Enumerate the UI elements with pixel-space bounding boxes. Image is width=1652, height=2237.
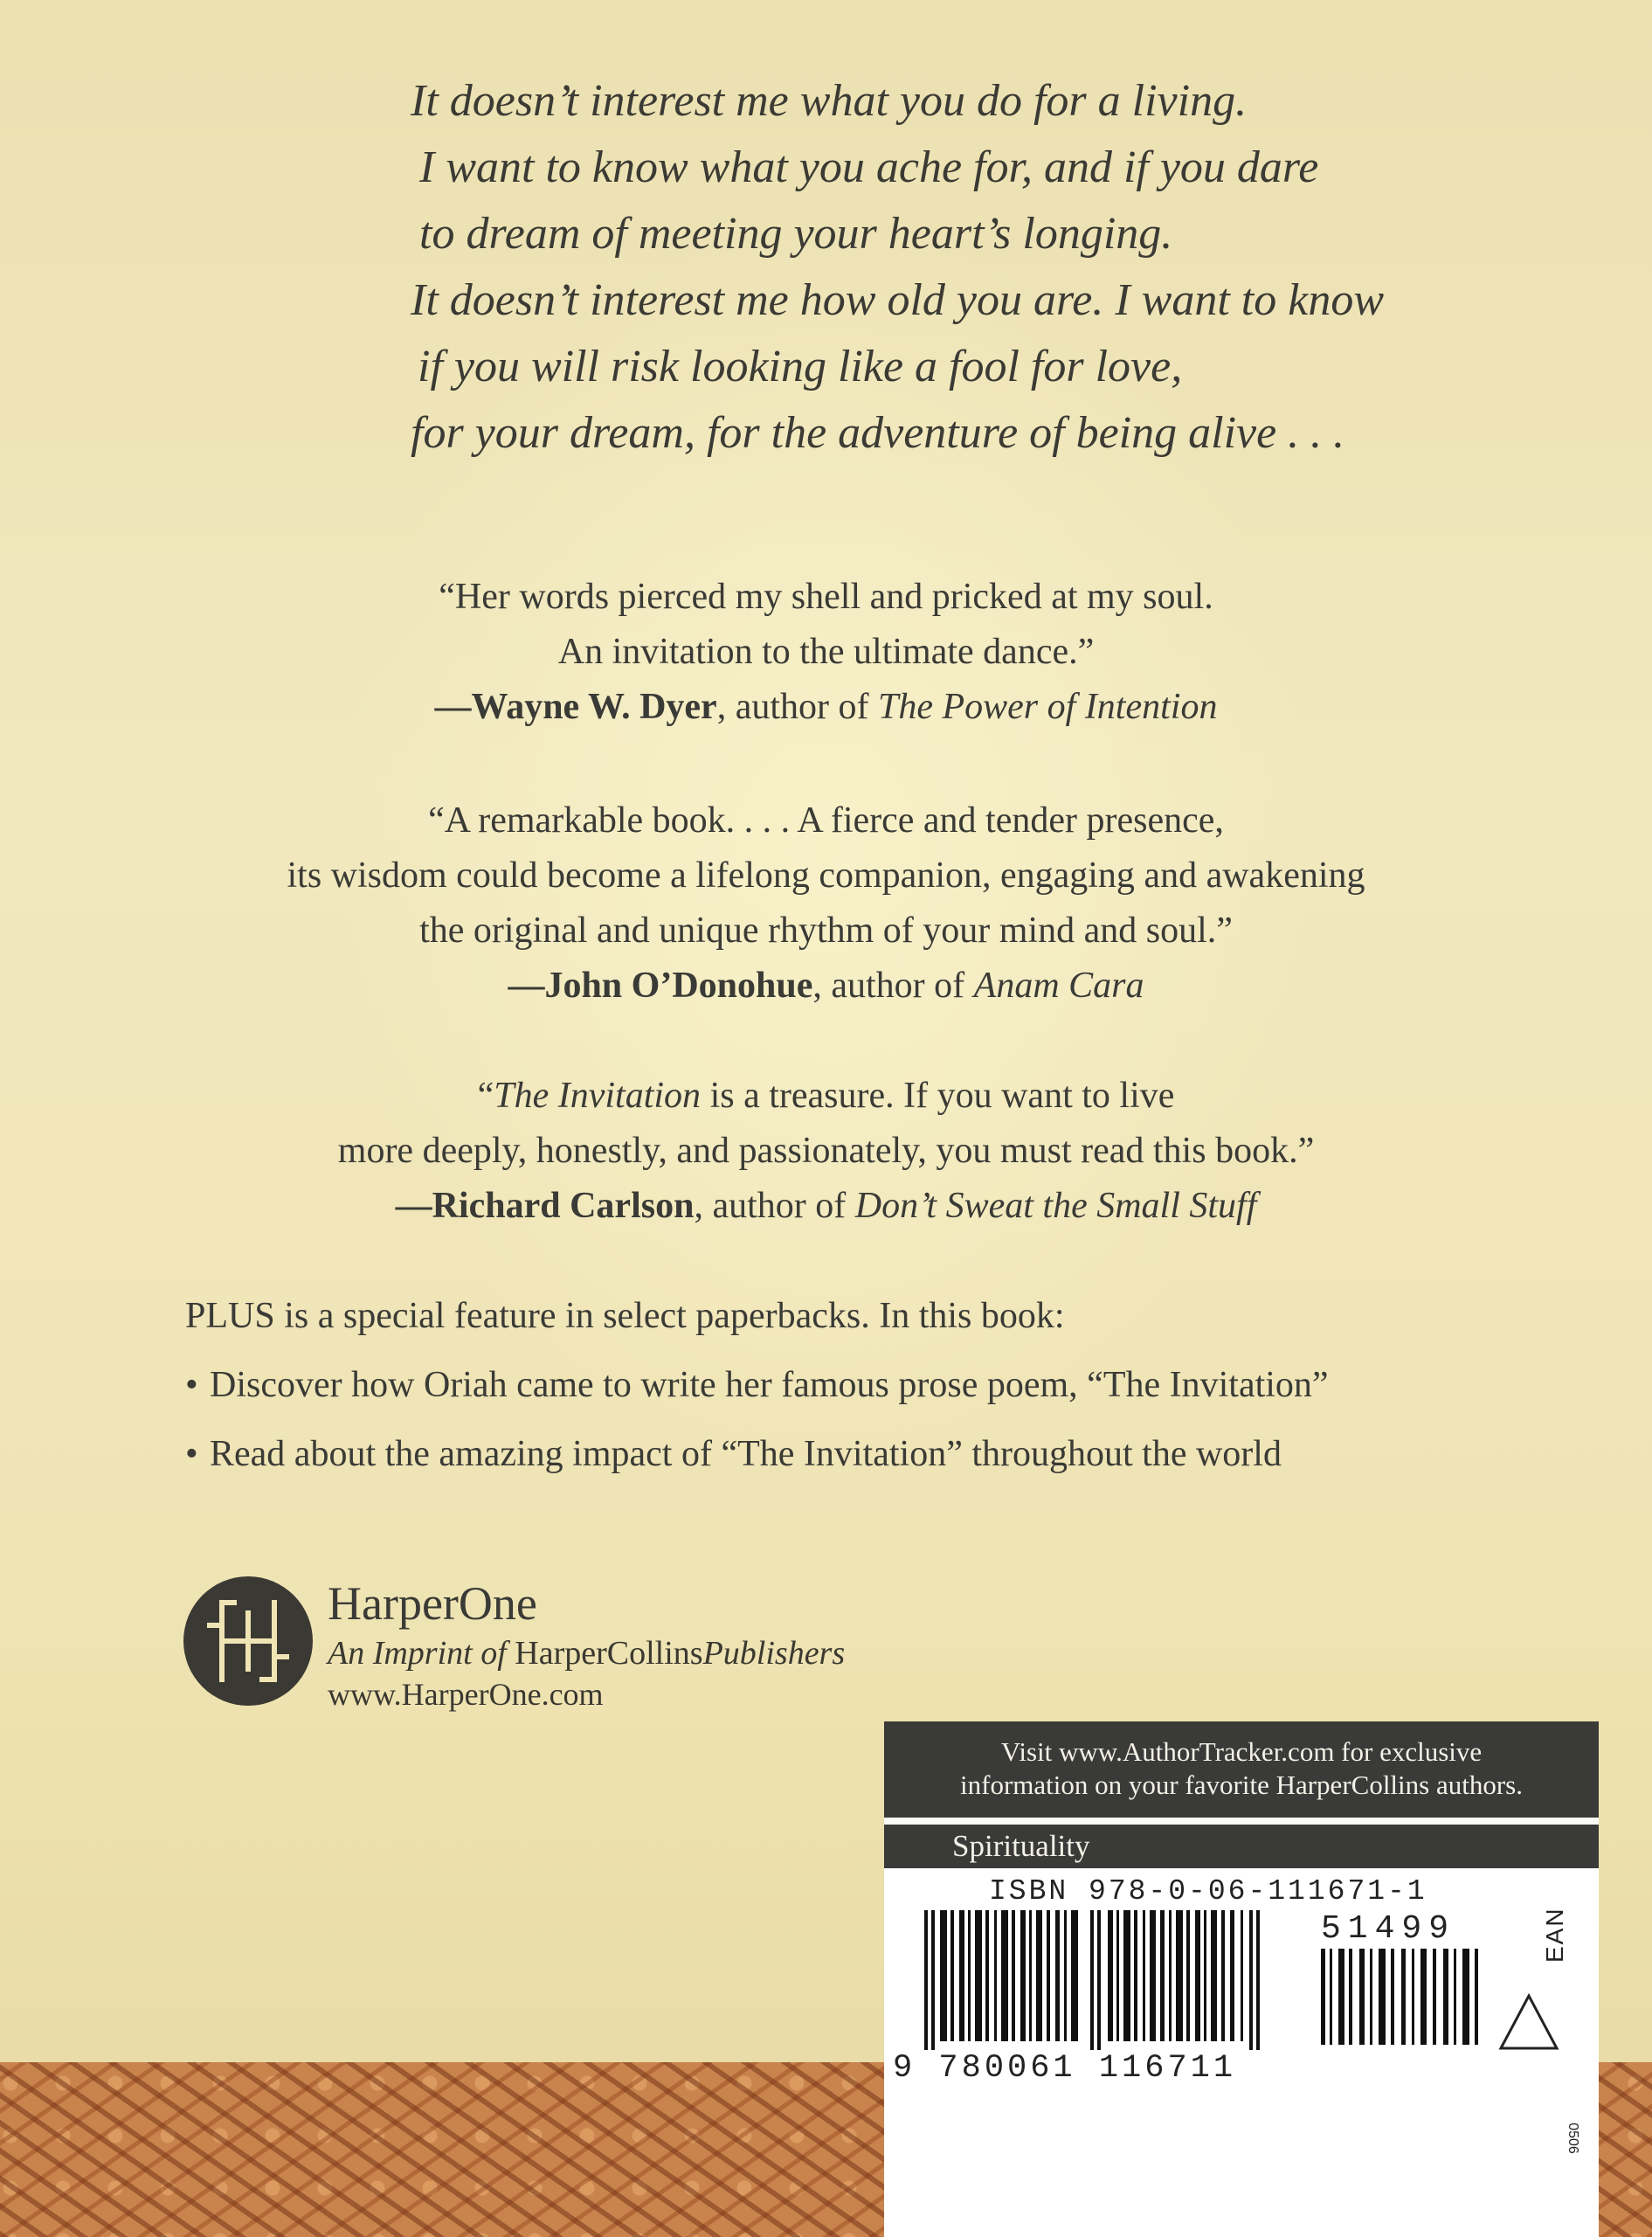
harperone-logo-icon: [183, 1576, 313, 1706]
publisher-text: [328, 1576, 845, 1714]
poem-line: It doesn’t interest me what you do for a living.: [411, 76, 1248, 126]
poem-excerpt: [411, 68, 1459, 467]
blurb-line: An invitation to the ultimate dance.”: [557, 632, 1095, 672]
blurb-line-rest: is a treasure. If you want to live: [701, 1076, 1175, 1116]
price-code: 51499: [1321, 1910, 1456, 1948]
barcode-sticker: [884, 1721, 1599, 2237]
attribution-author-of: , author of: [716, 687, 878, 727]
isbn-text: ISBN 978-0-06-111671-1: [989, 1875, 1427, 1908]
barcode-area: [884, 1868, 1599, 2237]
blurb-attribution: [0, 959, 1652, 1014]
imprint-prefix: An Imprint of: [328, 1635, 515, 1672]
barcode-icon: [924, 1910, 1291, 2050]
publisher-url: www.HarperOne.com: [328, 1677, 604, 1712]
attribution-work: Don’t Sweat the Small Stuff: [854, 1186, 1257, 1226]
attribution-author-of: , author of: [812, 966, 974, 1006]
print-code: 0506: [1565, 2123, 1580, 2154]
category-label: Spirituality: [884, 1825, 1599, 1868]
plus-item: [185, 1427, 1539, 1482]
poem-line: if you will risk looking like a fool for love,: [418, 342, 1183, 391]
triangle-icon: [1496, 1991, 1562, 2057]
bullet: •: [185, 1365, 198, 1405]
bullet: •: [185, 1434, 198, 1474]
plus-intro: PLUS is a special feature in select paperbacks. In this book:: [185, 1296, 1065, 1336]
barcode-digits: 9 780061 116711: [893, 2050, 1237, 2087]
poem-line: to dream of meeting your heart’s longing.: [419, 209, 1173, 259]
imprint-suffix: Publishers: [702, 1635, 846, 1672]
attribution-author: John O’Donohue: [544, 966, 813, 1006]
blurb-line: its wisdom could become a lifelong companion, engaging and awakening: [287, 855, 1365, 896]
poem-line: It doesn’t interest me how old you are. I want to know: [411, 275, 1385, 325]
plus-item: [185, 1358, 1539, 1413]
poem-line: for your dream, for the adventure of being alive . . .: [411, 408, 1345, 458]
open-quote: “: [477, 1076, 494, 1116]
attribution-author-of: , author of: [694, 1186, 855, 1226]
blurb-dyer: [0, 570, 1652, 735]
imprint-company: HarperCollins: [515, 1635, 703, 1672]
addon-barcode-icon: [1321, 1949, 1487, 2045]
attribution-work: Anam Cara: [973, 966, 1144, 1006]
authortracker-banner: [884, 1721, 1599, 1818]
plus-item-text: Discover how Oriah came to write her famous prose poem, “The Invitation”: [210, 1365, 1329, 1405]
plus-feature: [185, 1289, 1539, 1482]
ean-label: EAN: [1541, 1907, 1568, 1963]
blurb-line: “Her words pierced my shell and pricked at my soul.: [439, 577, 1213, 617]
blurb-carlson: [0, 1069, 1652, 1234]
plus-item-text: Read about the amazing impact of “The Invitation” throughout the world: [210, 1434, 1282, 1474]
blurb-line: more deeply, honestly, and passionately, you must read this book.”: [337, 1131, 1315, 1171]
blurb-odonohue: [0, 793, 1652, 1014]
publisher-name: HarperOne: [328, 1577, 537, 1630]
blurb-attribution: [0, 680, 1652, 735]
blurb-line: “A remarkable book. . . . A fierce and tender presence,: [428, 800, 1224, 841]
attribution-dash: —: [434, 687, 472, 727]
attribution-work: The Power of Intention: [878, 687, 1218, 727]
blurb-line: the original and unique rhythm of your mind and soul.”: [419, 911, 1233, 951]
banner-line: Visit www.AuthorTracker.com for exclusive: [1000, 1736, 1483, 1767]
publisher-imprint: [328, 1632, 845, 1674]
blurb-line: [0, 1069, 1652, 1124]
attribution-author: Wayne W. Dyer: [471, 687, 717, 727]
blurb-attribution: [0, 1179, 1652, 1234]
book-title: The Invitation: [494, 1076, 702, 1116]
attribution-dash: —: [395, 1186, 432, 1226]
attribution-author: Richard Carlson: [432, 1186, 695, 1226]
poem-line: I want to know what you ache for, and if you dare: [419, 142, 1319, 192]
attribution-dash: —: [508, 966, 545, 1006]
banner-line: information on your favorite HarperCollins authors.: [960, 1770, 1523, 1800]
